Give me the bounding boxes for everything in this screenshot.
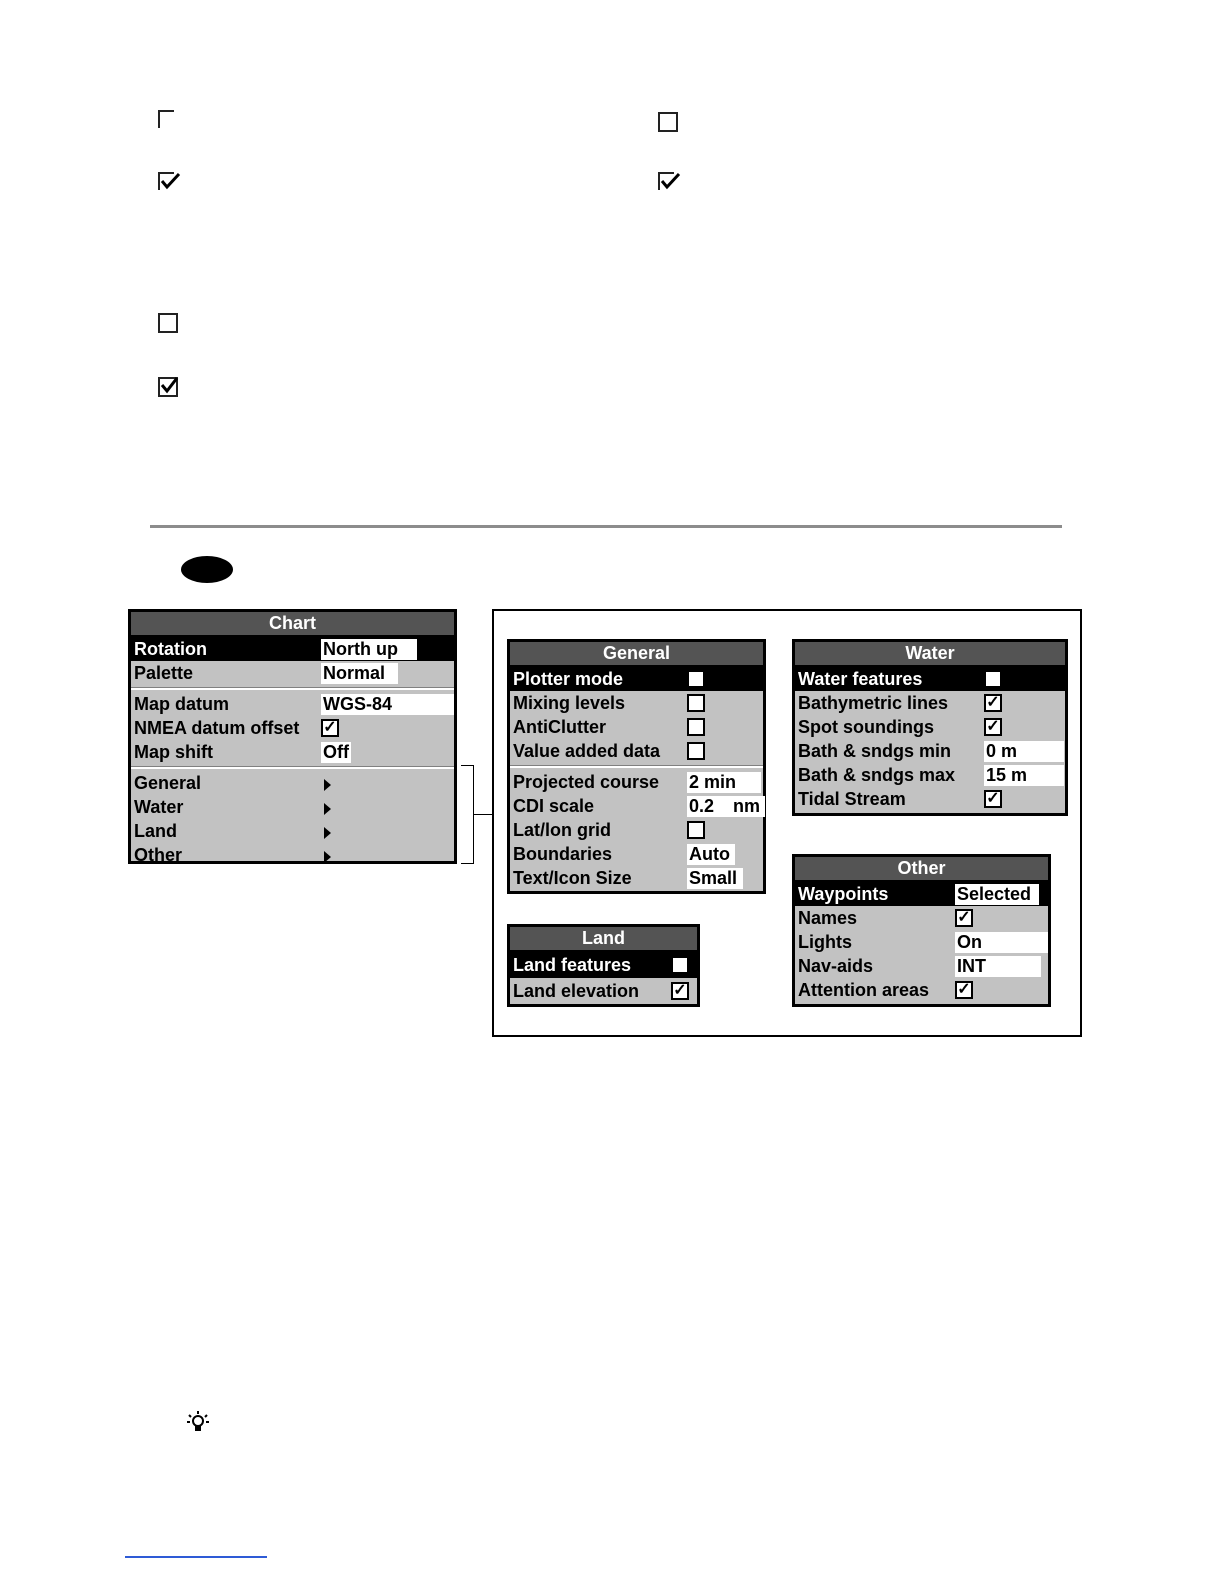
menu-row-bath-sndgs-min[interactable] bbox=[795, 739, 1065, 763]
lightbulb-icon bbox=[186, 1410, 210, 1436]
row-label: Lat/lon grid bbox=[513, 820, 611, 840]
row-label: Map shift bbox=[134, 742, 213, 762]
menu-row-bathymetric-lines[interactable] bbox=[795, 691, 1065, 715]
box-empty-icon bbox=[658, 112, 678, 132]
plotter-mode-checkbox[interactable]: ✓ bbox=[687, 670, 705, 688]
nmea-offset-checkbox[interactable]: ✓ bbox=[321, 719, 339, 737]
row-label: Mixing levels bbox=[513, 693, 626, 713]
menu-row-spot-soundings[interactable] bbox=[795, 715, 1065, 739]
menu-row-rotation[interactable] bbox=[131, 637, 454, 661]
land-elevation-checkbox[interactable]: ✓ bbox=[671, 982, 689, 1000]
menu-title: Land bbox=[510, 927, 697, 952]
row-label: Water bbox=[134, 797, 184, 817]
row-label: General bbox=[134, 773, 202, 793]
palette-value[interactable]: Normal bbox=[321, 663, 398, 684]
row-label: Land bbox=[134, 821, 177, 841]
row-label: Map datum bbox=[134, 694, 230, 714]
menu-row-tidal-stream[interactable] bbox=[795, 787, 1065, 811]
boundaries-value[interactable]: Auto bbox=[687, 844, 735, 865]
row-label: Bathymetric lines bbox=[798, 693, 949, 713]
menu-row-attention-areas[interactable] bbox=[795, 978, 1048, 1002]
menu-row-bath-sndgs-max[interactable] bbox=[795, 763, 1065, 787]
other-menu bbox=[792, 854, 1051, 1007]
menu-row-land[interactable] bbox=[131, 819, 454, 843]
mixing-levels-checkbox[interactable] bbox=[687, 694, 705, 712]
step-badge bbox=[181, 556, 233, 583]
tidal-stream-checkbox[interactable]: ✓ bbox=[984, 790, 1002, 808]
bath-min-value[interactable]: 0 m bbox=[984, 741, 1064, 762]
map-shift-value[interactable]: Off bbox=[323, 742, 349, 762]
menu-separator bbox=[131, 687, 454, 690]
row-label: Spot soundings bbox=[798, 717, 934, 737]
menu-row-palette[interactable] bbox=[131, 661, 454, 685]
row-label: Bath & sndgs max bbox=[798, 765, 956, 785]
menu-row-water-features[interactable] bbox=[795, 667, 1065, 691]
cdi-scale-unit: nm bbox=[733, 796, 760, 816]
submenu-arrow-icon bbox=[324, 827, 331, 839]
row-label: Other bbox=[134, 845, 183, 865]
row-label: Names bbox=[798, 908, 858, 928]
row-label: Nav-aids bbox=[798, 956, 874, 976]
lat-lon-grid-checkbox[interactable] bbox=[687, 821, 705, 839]
general-menu bbox=[507, 639, 766, 894]
menu-title: General bbox=[510, 642, 763, 667]
submenu-arrow-icon bbox=[324, 803, 331, 815]
row-label: Boundaries bbox=[513, 844, 613, 864]
menu-row-cdi-scale[interactable] bbox=[510, 794, 763, 818]
menu-row-other[interactable] bbox=[131, 843, 454, 867]
box-checked-icon bbox=[158, 172, 174, 190]
row-label: Water features bbox=[798, 669, 923, 689]
menu-row-value-added-data[interactable] bbox=[510, 739, 763, 763]
menu-row-map-datum[interactable] bbox=[131, 692, 454, 716]
row-label: AntiClutter bbox=[513, 717, 606, 737]
row-label: Text/Icon Size bbox=[513, 868, 632, 888]
menu-row-names[interactable] bbox=[795, 906, 1048, 930]
value-added-data-checkbox[interactable] bbox=[687, 742, 705, 760]
chart-menu bbox=[128, 609, 457, 864]
menu-row-land-features[interactable] bbox=[510, 952, 697, 978]
menu-row-boundaries[interactable] bbox=[510, 842, 763, 866]
bath-max-value[interactable]: 15 m bbox=[984, 765, 1064, 786]
row-label: Land features bbox=[513, 955, 632, 975]
row-label: CDI scale bbox=[513, 796, 595, 816]
box-partial-icon bbox=[158, 110, 174, 128]
menu-row-projected-course[interactable] bbox=[510, 770, 763, 794]
row-label: Rotation bbox=[134, 639, 207, 659]
submenu-arrow-icon bbox=[324, 851, 331, 863]
water-features-checkbox[interactable]: ✓ bbox=[984, 670, 1002, 688]
footer-rule bbox=[125, 1556, 267, 1558]
row-label: Waypoints bbox=[798, 884, 889, 904]
submenu-connector bbox=[473, 814, 492, 815]
rotation-value[interactable]: North up bbox=[321, 639, 417, 660]
row-label: Palette bbox=[134, 663, 194, 683]
menu-row-lights[interactable] bbox=[795, 930, 1048, 954]
menu-row-anticlutter[interactable] bbox=[510, 715, 763, 739]
map-datum-value[interactable]: WGS-84 bbox=[321, 694, 454, 715]
row-label: Lights bbox=[798, 932, 852, 952]
menu-row-nmea-datum-offset[interactable] bbox=[131, 716, 454, 740]
menu-row-general[interactable] bbox=[131, 771, 454, 795]
names-checkbox[interactable]: ✓ bbox=[955, 909, 973, 927]
menu-row-text-icon-size[interactable] bbox=[510, 866, 763, 890]
row-label: NMEA datum offset bbox=[134, 718, 300, 738]
projected-course-value[interactable]: 2 min bbox=[687, 772, 761, 793]
box-empty-icon bbox=[158, 313, 178, 333]
row-label: Land elevation bbox=[513, 981, 640, 1001]
row-label: Tidal Stream bbox=[798, 789, 906, 809]
menu-row-waypoints[interactable] bbox=[795, 882, 1048, 906]
menu-row-water[interactable] bbox=[131, 795, 454, 819]
land-features-checkbox[interactable] bbox=[671, 956, 689, 974]
bathymetric-lines-checkbox[interactable]: ✓ bbox=[984, 694, 1002, 712]
section-divider bbox=[150, 525, 1062, 528]
menu-title: Water bbox=[795, 642, 1065, 667]
land-menu bbox=[507, 924, 700, 1007]
menu-row-nav-aids[interactable] bbox=[795, 954, 1048, 978]
cdi-scale-number: 0.2 bbox=[689, 796, 715, 816]
cdi-scale-value[interactable] bbox=[687, 796, 765, 817]
menu-title: Chart bbox=[131, 612, 454, 637]
box-checked-icon bbox=[658, 172, 674, 190]
row-label: Bath & sndgs min bbox=[798, 741, 952, 761]
box-checked-icon bbox=[158, 377, 178, 397]
menu-separator bbox=[131, 766, 454, 769]
nav-aids-value[interactable]: INT bbox=[955, 956, 1041, 977]
row-label: Attention areas bbox=[798, 980, 930, 1000]
row-label: Plotter mode bbox=[513, 669, 624, 689]
menu-row-land-elevation[interactable] bbox=[510, 978, 697, 1004]
menu-row-plotter-mode[interactable] bbox=[510, 667, 763, 691]
anticlutter-checkbox[interactable] bbox=[687, 718, 705, 736]
menu-row-lat-lon-grid[interactable] bbox=[510, 818, 763, 842]
menu-title: Other bbox=[795, 857, 1048, 882]
attention-areas-checkbox[interactable]: ✓ bbox=[955, 981, 973, 999]
menu-row-map-shift[interactable] bbox=[131, 740, 454, 764]
spot-soundings-checkbox[interactable]: ✓ bbox=[984, 718, 1002, 736]
row-label: Value added data bbox=[513, 741, 661, 761]
row-label: Projected course bbox=[513, 772, 660, 792]
text-icon-size-value[interactable]: Small bbox=[687, 868, 743, 889]
waypoints-value[interactable]: Selected bbox=[955, 884, 1039, 905]
water-menu bbox=[792, 639, 1068, 816]
submenu-arrow-icon bbox=[324, 779, 331, 791]
menu-row-mixing-levels[interactable] bbox=[510, 691, 763, 715]
lights-value[interactable]: On bbox=[955, 932, 1048, 953]
menu-separator bbox=[510, 765, 763, 768]
